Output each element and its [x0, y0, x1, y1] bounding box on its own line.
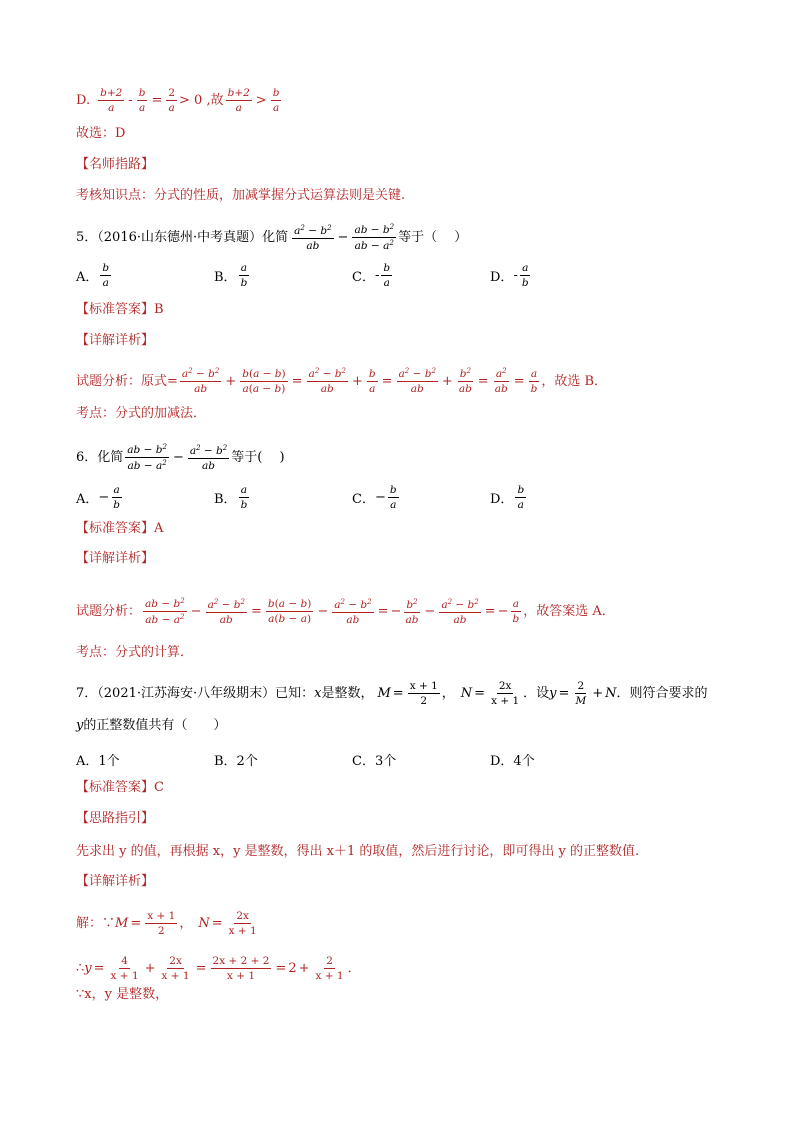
- solution-line-1: [76, 910, 754, 937]
- q7-xiangjie: 【详解详析】: [76, 874, 155, 889]
- option-d-label: D.: [76, 93, 91, 109]
- q5-option-a-value: $\frac{b}{a}$: [102, 262, 110, 290]
- choose-d: 故选：D: [76, 126, 126, 141]
- q6-analysis-expression: $\frac{ab - b^2}{ab - a^2}$ − $\frac{a^2 - b^2}{ab}$ = $\frac{b(a - b)}{a(b - a)}$ − $\frac{a^2 - b^2}{ab}$ = − $\frac{b^2}{ab}$ − $\frac{a^2 - b^2}{ab}$ = − $\frac{a}{b}$: [145, 597, 520, 627]
- q5-option-a-label: A．: [76, 270, 99, 286]
- q6-option-b-label: B．: [214, 492, 237, 508]
- q6-option-a-value: − $\frac{a}{b}$: [98, 484, 121, 512]
- q6-option-c: [352, 484, 401, 511]
- q5-option-d-value: - $\frac{a}{b}$: [513, 262, 529, 290]
- q6-option-a-label: A．: [76, 492, 99, 508]
- d-gt-zero: > 0 ,故: [179, 93, 224, 109]
- q7-option-a: A．1个: [76, 754, 120, 769]
- q5-prefix: 5．（2016·山东德州·中考真题）化简: [76, 230, 289, 246]
- q5-expression: $\frac{a^2 - b^2}{ab}$ − $\frac{ab - b^2}{ab - a^2}$: [294, 223, 395, 253]
- q6-option-a: [76, 484, 124, 511]
- silu-text: 先求出 y 的值，再根据 x，y 是整数，得出 x＋1 的取值，然后进行讨论，即可得出 y 的正整数值.: [76, 844, 640, 859]
- q5-suffix: 等于（ ）: [398, 230, 468, 246]
- q7-standard-answer-label: 【标准答案】: [76, 780, 155, 795]
- q5-kaodian: 考点：分式的加减法．: [76, 406, 207, 421]
- q6-expression: $\frac{ab - b^2}{ab - a^2}$ − $\frac{a^2 - b^2}{ab}$: [127, 443, 228, 473]
- q5-xiangjie: 【详解详析】: [76, 333, 155, 348]
- solution-prefix: 解：∵: [76, 916, 116, 932]
- q7-x-integer: 是整数，: [321, 686, 374, 702]
- q6-option-c-label: C．: [352, 492, 375, 508]
- q5-analysis-prefix: 试题分析：原式=: [76, 373, 178, 389]
- q5-option-a: [76, 262, 113, 289]
- solution-line-2: [76, 955, 754, 982]
- because-xy-integer: ∵x，y 是整数，: [76, 987, 169, 1002]
- q6-suffix: 等于( ): [231, 450, 285, 466]
- q5-standard-answer: [76, 303, 754, 316]
- option-d-line: [76, 87, 754, 114]
- q5-option-b: [214, 262, 251, 289]
- solution-m: M = $\frac{x + 1}{2}$ ，: [115, 910, 193, 938]
- q6-standard-answer: [76, 522, 754, 535]
- q7-suffix: ．则符合要求的: [616, 686, 708, 702]
- q5-analysis-expression: $\frac{a^2 - b^2}{ab}$ + $\frac{b(a - b)}{a(a - b)}$ = $\frac{a^2 - b^2}{ab}$ + $\frac{b}{a}$ = $\frac{a^2 - b^2}{ab}$ + $\frac{b^2}{ab}$ = $\frac{a^2}{ab}$ = $\frac{a}{b}$: [181, 367, 538, 396]
- q5-option-d-label: D．: [490, 270, 514, 286]
- q7-option-c: C．3个: [352, 754, 397, 769]
- q7-def-n: N = $\frac{2x}{x + 1}$: [460, 680, 520, 708]
- q6-answer-value: A: [154, 521, 164, 536]
- q7-answer-value: C: [154, 780, 164, 795]
- q6-standard-answer-label: 【标准答案】: [76, 521, 155, 536]
- mingshi-text: 考核知识点：分式的性质，加减掌握分式运算法则是关键.: [76, 188, 406, 203]
- question-7-line-2: [76, 719, 754, 732]
- solution-n: N = $\frac{2x}{x + 1}$: [198, 910, 257, 938]
- q7-option-d: D．4个: [490, 754, 535, 769]
- q6-option-b: [214, 484, 251, 511]
- section-silu: 【思路指引】: [76, 811, 155, 826]
- q5-option-b-label: B．: [214, 270, 237, 286]
- q7-var-x: x: [314, 686, 322, 702]
- q7-var-y: y: [76, 718, 84, 733]
- d-conclusion: $\frac{b+2}{a}$ > $\frac{b}{a}$: [227, 87, 280, 115]
- section-mingshi: 【名师指路】: [76, 157, 155, 172]
- q7-def-y: y = $\frac{2}{M}$ + N: [549, 680, 617, 708]
- q6-option-b-value: $\frac{a}{b}$: [240, 484, 248, 512]
- q7-set: ．设: [523, 686, 550, 702]
- q7-def-m: M = $\frac{x + 1}{2}$ ，: [377, 680, 455, 708]
- q7-line2: 的正整数值共有（ ）: [83, 718, 227, 733]
- q5-analysis-suffix: ，故选 B．: [541, 373, 608, 389]
- question-5: [76, 223, 754, 252]
- q5-option-d: [490, 262, 533, 289]
- q5-analysis: [76, 367, 754, 395]
- question-6: [76, 443, 754, 472]
- question-7: [76, 680, 754, 707]
- q5-option-c-value: - $\frac{b}{a}$: [374, 262, 391, 290]
- q5-option-b-value: $\frac{a}{b}$: [240, 262, 248, 290]
- q5-standard-answer-label: 【标准答案】: [76, 302, 155, 317]
- solution-y-expression: y = $\frac{4}{x + 1}$ + $\frac{2x}{x + 1}$ = $\frac{2x + 2 + 2}{x + 1}$ = 2 + $\frac{2}{x + 1}$ ．: [84, 955, 361, 983]
- q7-option-b: B．2个: [214, 754, 258, 769]
- q5-option-c: [352, 262, 394, 289]
- q7-prefix: 7．（2021·江苏海安·八年级期末）已知：: [76, 686, 315, 702]
- q6-xiangjie: 【详解详析】: [76, 551, 155, 566]
- q6-analysis-prefix: 试题分析：: [76, 604, 142, 620]
- q6-option-c-value: − $\frac{b}{a}$: [374, 484, 397, 512]
- q6-kaodian: 考点：分式的计算．: [76, 645, 194, 660]
- q6-analysis: [76, 597, 754, 626]
- d-expression: $\frac{b+2}{a}$ - $\frac{b}{a}$ = $\frac{2}{a}$: [100, 87, 176, 115]
- therefore-symbol: ∴: [76, 961, 85, 977]
- q6-option-d-value: $\frac{b}{a}$: [517, 484, 525, 512]
- q6-option-d-label: D．: [490, 492, 514, 508]
- q5-option-c-label: C．: [352, 270, 375, 286]
- q6-option-d: [490, 484, 528, 511]
- q6-prefix: 6．化简: [76, 450, 124, 466]
- q6-analysis-suffix: ，故答案选 A．: [523, 604, 615, 620]
- q7-standard-answer: [76, 781, 754, 794]
- q5-answer-value: B: [154, 302, 164, 317]
